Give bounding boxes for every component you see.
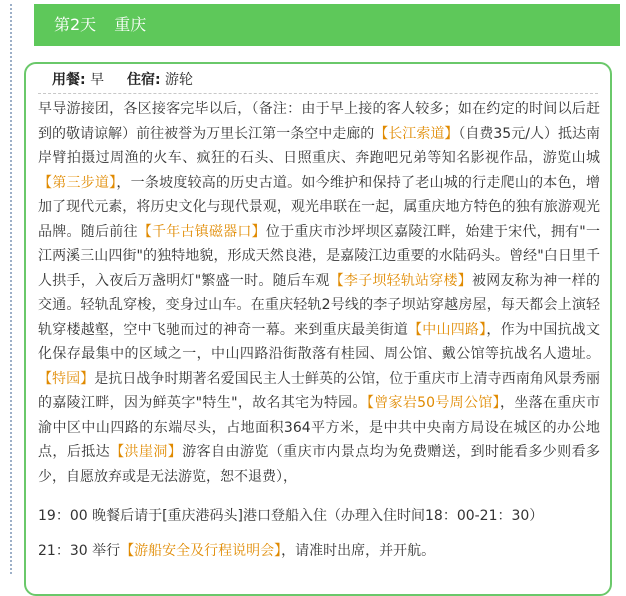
itinerary-card — [24, 62, 612, 596]
lodging-label: 住宿: — [126, 72, 161, 88]
attraction-link[interactable]: 【洪崖洞】 — [110, 444, 183, 460]
attraction-link[interactable]: 【曾家岩50号周公馆】 — [366, 395, 500, 411]
day-title — [54, 4, 146, 46]
description-text: （自费35元/人）抵达南岸臂拍摄过周渔的火车、疯狂的石头、日照重庆、奔跑吧兄弟等知名影视作品，游览山城 — [38, 125, 601, 166]
attraction-link[interactable]: 【长江索道】 — [374, 125, 459, 142]
description-text: ，坐落在重庆市渝中区中山四路的东端尽头，占地面积364平方米，是中共中央南方局设在城区的办公地点，后抵达 — [38, 395, 600, 460]
day-header-bar — [34, 4, 620, 46]
attraction-link[interactable]: 【第三步道】 — [38, 174, 117, 191]
briefing-link[interactable]: 【游船安全及行程说明会】 — [120, 543, 282, 559]
meal-lodging-row — [52, 70, 193, 90]
description-text: 游客自由游览（重庆市内景点均为免费赠送，到时能看多少则看多少，自愿放弃或是无法游览，恕不退费）， — [38, 444, 601, 485]
dinner-boarding-note: 19：00 晚餐后请于[重庆港码头]港口登船入住（办理入住时间18：00-21：30） — [38, 508, 544, 524]
description-text: 早导游接团，各区接客完毕以后，（备注：由于早上接的客人较多；如在约定的时间以后赶到的敬请谅解）前往被誉为万里长江第一条空中走廊的 — [38, 101, 600, 142]
attraction-link[interactable]: 【李子坝轻轨站穿楼】 — [329, 272, 473, 289]
briefing-suffix: ，请准时出席，并开航。 — [281, 543, 436, 559]
lodging-value: 游轮 — [165, 72, 194, 88]
briefing-note — [38, 541, 435, 561]
description-text: 位于重庆市沙坪坝区嘉陵江畔，始建于宋代，拥有"一江两溪三山四街"的独特地貌，形成天然良港，是嘉陵江边重要的水陆码头。曾经"白日里千人拱手，入夜后万盏明灯"繁盛一时。随后车观 — [38, 223, 600, 289]
day-city: 重庆 — [114, 15, 147, 34]
attraction-link[interactable]: 【中山四路】 — [408, 321, 487, 338]
description-text: ，一条坡度较高的历史古道。如今维护和保持了老山城的行走爬山的本色，增加了现代元素，将历史文化与现代景观，观光串联在一起，属重庆地方特色的独有旅游观光品牌。随后前往 — [38, 174, 601, 240]
attraction-link[interactable]: 【千年古镇磁器口】 — [137, 223, 266, 240]
meal-label: 用餐: — [52, 72, 86, 88]
description-text: 是抗日战争时期著名爱国民主人士鲜英的公馆，位于重庆市上清寺西南角风景秀丽的嘉陵江畔，因为鲜英字"特生"，故名其宅为特园。 — [38, 370, 601, 411]
meta-divider — [38, 93, 598, 94]
attraction-link[interactable]: 【特园】 — [38, 370, 95, 387]
day-number: 第2天 — [54, 15, 97, 34]
left-dotted-border — [10, 4, 12, 576]
description-text: 被网友称为神一样的交通。轻轨乱穿梭，变身过山车。在重庆轻轨2号线的李子坝站穿越房屋，每天都会上演轻轨穿楼越壑，空中飞驰而过的神奇一幕。来到重庆最美街道 — [38, 272, 601, 338]
briefing-time: 21：30 举行 — [38, 543, 121, 559]
itinerary-description — [38, 97, 600, 489]
description-text: ，作为中国抗战文化保存最集中的区域之一，中山四路沿街散落有桂园、周公馆、戴公馆等抗战名人遗址。 — [38, 321, 601, 362]
meal-value: 早 — [90, 72, 105, 88]
